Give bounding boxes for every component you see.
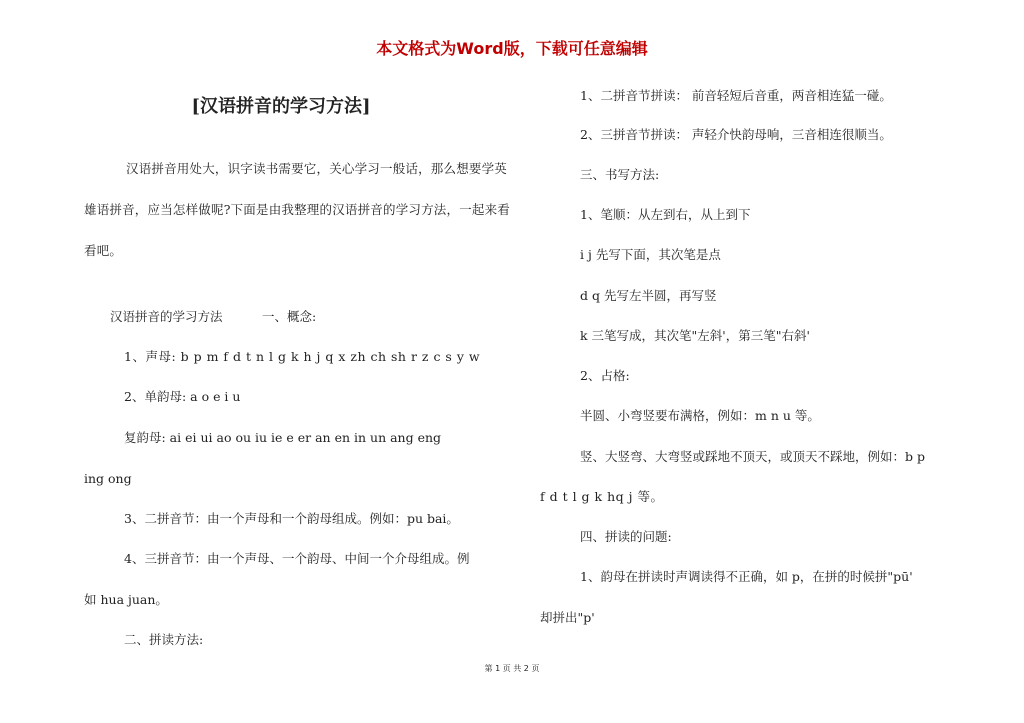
compound-finals-continued: ing ong	[84, 471, 132, 486]
three-part-reading-rule: 2、三拼音节拼读： 声轻介快韵母响，三音相连很顺当。	[580, 127, 892, 142]
intro-paragraph: 汉语拼音用处大，识字读书需要它，关心学习一般话，那么想要学英雄语拼音，应当怎样做呢?下面是由我整理的汉语拼音的学习方法，一起来看看吧。	[84, 161, 511, 258]
two-part-reading-rule: 1、二拼音节拼读： 前音轻短后音重，两音相连猛一碰。	[580, 88, 892, 103]
vertical-stroke-rule: 竖、大竖弯、大弯竖或踩地不顶天，或顶天不踩地，例如：b p	[580, 449, 925, 464]
intro-paragraph-block	[84, 148, 514, 271]
section-heading-concepts: 一、概念:	[262, 309, 317, 324]
three-part-syllable-example: 如 hua juan。	[84, 592, 168, 607]
grid-placement-heading: 2、占格:	[580, 368, 630, 383]
k-writing-line: k 三笔写成，其次笔"左斜'，第三笔"右斜'	[580, 328, 810, 343]
section-heading-writing: 三、书写方法:	[580, 167, 660, 182]
ij-writing-line: i j 先写下面，其次笔是点	[580, 247, 721, 262]
stroke-order-line: 1、笔顺：从左到右，从上到下	[580, 207, 751, 222]
dq-writing-line: d q 先写左半圆，再写竖	[580, 288, 717, 303]
half-circle-rule: 半圆、小弯竖要布满格，例如：m n u 等。	[580, 408, 820, 423]
section-heading-methods: 汉语拼音的学习方法	[110, 309, 223, 324]
initials-line: 1、声母: b p m f d t n l g k h j q x zh ch sh r z c s y w	[124, 349, 481, 364]
document-title: [汉语拼音的学习方法]	[191, 96, 371, 117]
section-heading-reading: 二、拼读方法:	[124, 632, 204, 647]
tone-problem-continued: 却拼出"p'	[540, 610, 595, 625]
three-part-syllable-line: 4、三拼音节：由一个声母、一个韵母、中间一个介母组成。例	[124, 551, 470, 566]
download-banner: 本文格式为Word版，下载可任意编辑	[376, 39, 648, 58]
vertical-stroke-examples: f d t l g k hq j 等。	[540, 489, 664, 504]
tone-problem-line: 1、韵母在拼读时声调读得不正确，如 p，在拼的时候拼"pū'	[580, 569, 913, 584]
single-finals-line: 2、单韵母: a o e i u	[124, 389, 241, 404]
page-number: 第 1 页 共 2 页	[484, 664, 540, 673]
two-part-syllable-line: 3、二拼音节：由一个声母和一个韵母组成。例如：pu bai。	[124, 511, 459, 526]
section-heading-reading-problems: 四、拼读的问题:	[580, 529, 672, 544]
compound-finals-line: 复韵母: ai ei ui ao ou iu ie e er an en in un ang eng	[124, 430, 442, 445]
